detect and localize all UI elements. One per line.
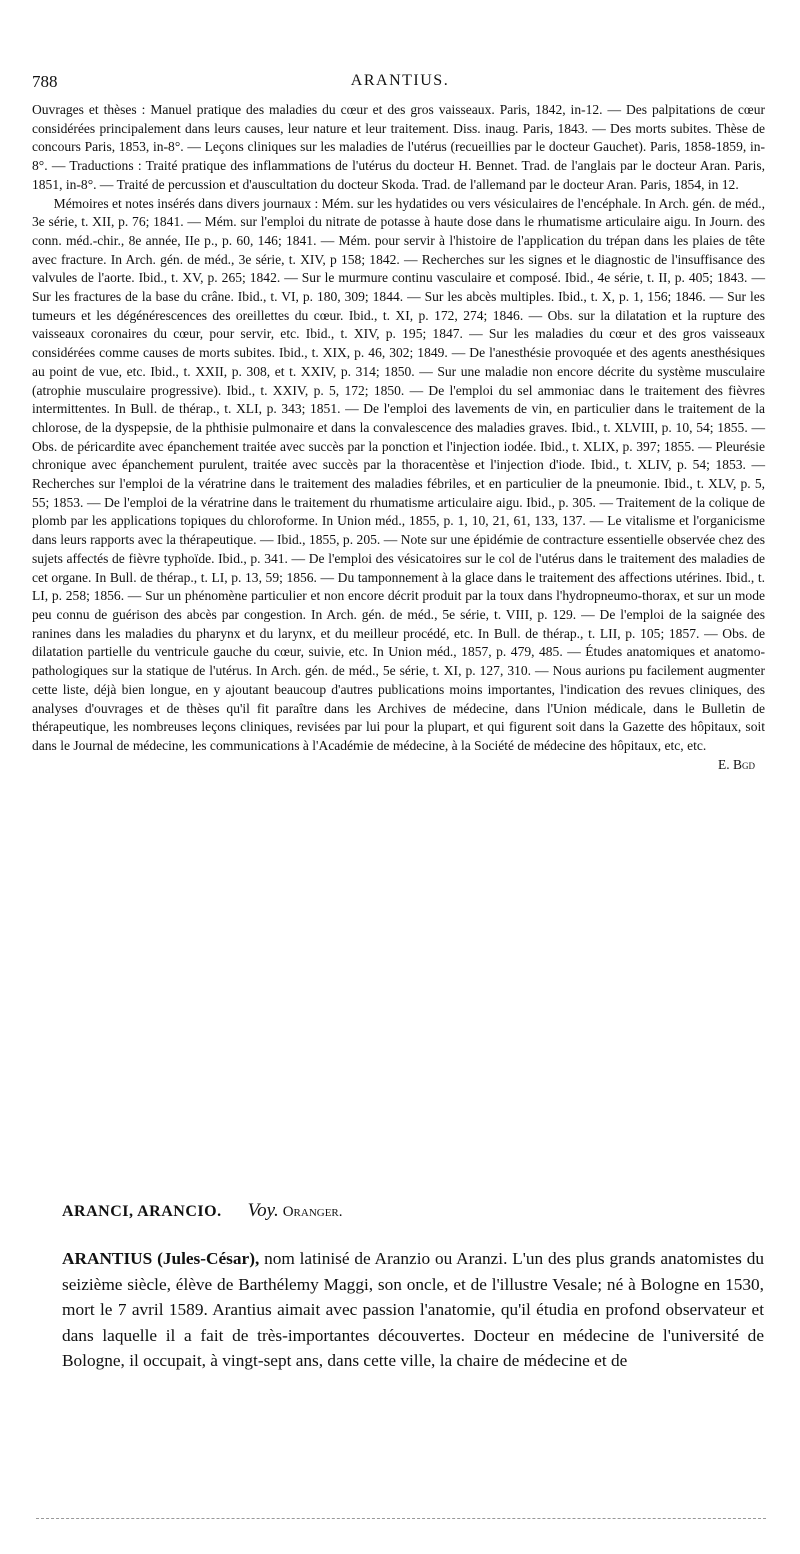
bottom-rule [36,1518,766,1519]
memoirs-paragraph: Mémoires et notes insérés dans divers journaux : Mém. sur les hydatides ou vers vésiculaires de l'encéphale. In Arch. gén. de méd., 3e série, t. XII, p. 76; 1841. — Mém. sur l'emploi du nitrate de potasse à haute dose dans le rhumatisme articulaire aigu. In Journ. des conn. méd.-chir., 8e année, IIe p., p. 60, 146; 1841. — Mém. pour servir à l'histoire de l'application du trépan dans les plaies de tête avec fracture. In Arch. gén. de méd., 3e série, t. XIV, p 158; 1842. — Recherches sur les signes et le diagnostic de l'insuffisance des valvules de l'aorte. Ibid., t. XV, p. 265; 1842. — Sur le murmure continu vasculaire et composé. Ibid., 4e série, t. II, p. 405; 1843. — Sur les fractures de la base du crâne. Ibid., t. VI, p. 180, 309; 1844. — Sur les abcès multiples. Ibid., t. X, p. 1, 156; 1846. — Sur les tumeurs et les dégénérescences des oreillettes du cœur. Ibid., t. XI, p. 172, 274; 1846. — Obs. sur la dilatation et la rupture des vaisseaux coronaires du cœur, pour servir, etc. Ibid., t. XIV, p. 195; 1847. — Sur les maladies du cœur et des gros vaisseaux considérées comme causes de morts subites. Ibid., t. XIX, p. 46, 302; 1849. — De l'anesthésie provoquée et des agents anesthésiques au point de vue, etc. Ibid., t. XXII, p. 308, et t. XXIV, p. 314; 1850. — Sur une maladie non encore décrite du système musculaire (atrophie musculaire progressive). Ibid., t. XXIV, p. 5, 172; 1850. — De l'emploi du sel ammoniac dans le traitement des fièvres intermittentes. In Bull. de thérap., t. XLI, p. 343; 1851. — De l'emploi des lavements de vin, en particulier dans le traitement de la chlorose, de la dyspepsie, de la phthisie pulmonaire et dans la convalescence des maladies graves. Ibid., t. XLVIII, p. 10, 54; 1855. — Obs. de péricardite avec épanchement traitée avec succès par la ponction et l'injection iodée. Ibid., t. XLIX, p. 397; 1855. — Pleurésie chronique avec épanchement purulent, traitée avec succès par la thoracentèse et l'injection d'iode. Ibid., t. XLIV, p. 54; 1853. — Recherches sur l'emploi de la vératrine dans le traitement des maladies fébriles, et en particulier de la pneumonie. Ibid., t. XLV, p. 5, 55; 1853. — De l'emploi de la vératrine dans le traitement du rhumatisme articulaire aigu. Ibid., p. 305. — Traitement de la colique de plomb par les applications topiques du chloroforme. In Union méd., 1855, p. 1, 10, 21, 61, 133, 137. — Le vitalisme et l'organicisme dans leurs rapports avec la thérapeutique. — Ibid., 1855, p. 205. — Note sur une épidémie de contracture essentielle observée chez des sujets affectés de fièvre typhoïde. Ibid., p. 341. — De l'emploi des vésicatoires sur le col de l'utérus dans le traitement des maladies de cet organe. In Bull. de thérap., t. LI, p. 13, 59; 1856. — Du tamponnement à la glace dans le traitement des affections utérines. Ibid., t. LI, p. 258; 1856. — Sur un phénomène particulier et non encore décrit produit par la toux dans l'hydropneumo-thorax, et sur un mode peu connu de guérison des abcès par congestion. In Arch. gén. de méd., 5e série, t. VIII, p. 129. — De l'emploi de la saignée des ranines dans les maladies du pharynx et du larynx, et du meilleur procédé, etc. In Bull. de thérap., t. LII, p. 105; 1857. — Obs. de dilatation partielle du ventricule gauche du cœur, suivie, etc. In Union méd., 1857, p. 479, 485. — Études anatomiques et anatomo-pathologiques sur la statique de l'utérus. In Arch. gén. de méd., 5e série, t. XI, p. 127, 310. — Nous aurions pu facilement augmenter cette liste, déjà bien longue, en y ajoutant beaucoup d'autres publications moins importantes, l'indication des revues cliniques, des analyses d'ouvrages et de thèses qu'il fit paraître dans les Archives de médecine, dans l'Union médicale, dans le Bulletin de thérapeutique, les nombreuses leçons cliniques, revisées par lui pour la plupart, et qui figurent soit dans la Gazette des hôpitaux, soit dans le Journal de médecine, les communications à l'Académie de médecine, à la Société de médecine des hôpitaux, etc, etc. [32,195,765,753]
page-number: 788 [32,72,58,91]
works-paragraph: Ouvrages et thèses : Manuel pratique des maladies du cœur et des gros vaisseaux. Paris, 1842, in-12. — Des palpitations de cœur considérées principalement dans leurs causes, leur nature et leur traitement. Diss. inaug. Paris, 1843. — Des morts subites. Thèse de concours Paris, 1853, in-8°. — Leçons cliniques sur les maladies de l'utérus (recueillies par le docteur Gauchet). Paris, 1858-1859, in-8°. — Traductions : Traité pratique des inflammations de l'utérus du docteur H. Bennet. Trad. de l'anglais par le docteur Aran. Paris, 1851, in-8°. — Traité de percussion et d'auscultation du docteur Skoda. Trad. de l'allemand par le docteur Aran. Paris, 1854, in 12. [32,102,765,192]
running-title: ARANTIUS. [350,72,450,89]
article-headword: ARANTIUS (Jules-César), [62,1249,260,1268]
page-header [32,72,768,96]
author-signature: E. Bgd [718,756,755,772]
cross-reference-headword: ARANCI, ARANCIO. [62,1203,222,1220]
article-arantius [62,1246,764,1374]
cross-reference-entry [62,1200,762,1222]
article-body: nom latinisé de Aranzio ou Aranzi. L'un des plus grands anatomistes du seizième siècle, élève de Barthélemy Maggi, son oncle, et de l'illustre Vesale; né à Bologne en 1530, mort le 7 avril 1589. Arantius aimait avec passion l'anatomie, qu'il étudia en profond observateur et dans laquelle il a fait de très-importantes découvertes. Docteur en médecine de l'université de Bologne, il occupait, à vingt-sept ans, dans cette ville, la chaire de médecine et de [62,1249,764,1370]
cross-reference-target: Oranger. [282,1204,343,1220]
cross-reference-voy: Voy. [247,1200,279,1221]
bibliography-section [32,101,765,774]
